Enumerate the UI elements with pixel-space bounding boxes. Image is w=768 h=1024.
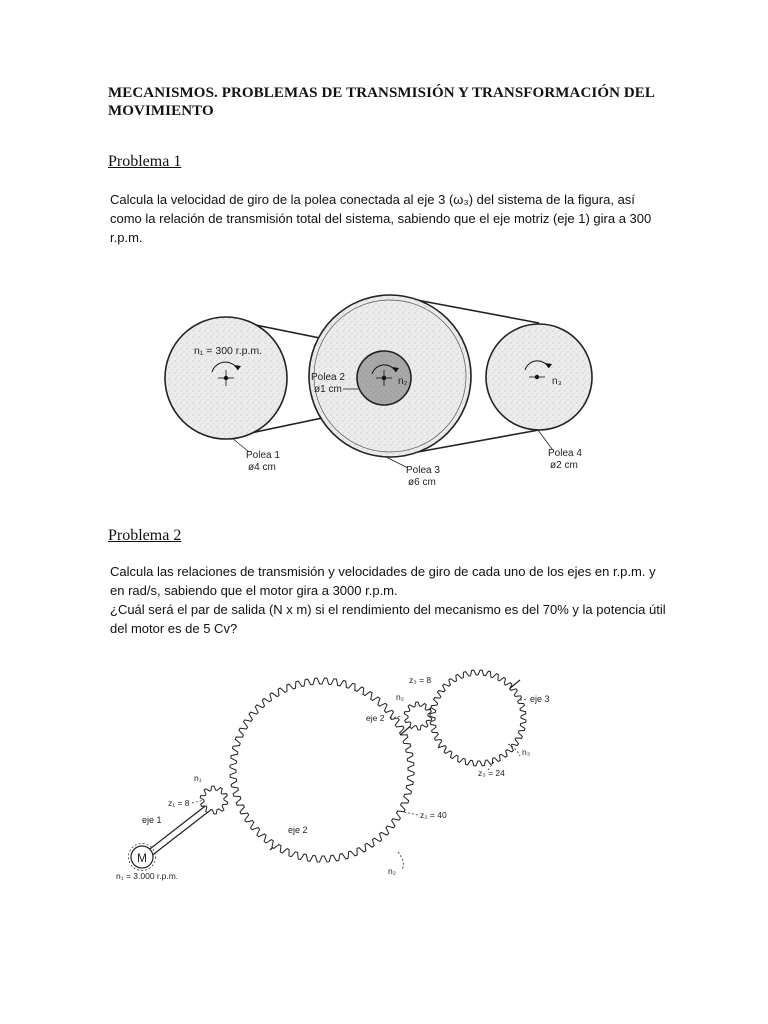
polea-4-name: Polea 4 — [548, 448, 582, 459]
eje-2-large-label: eje 2 — [288, 825, 308, 835]
problem-2-heading: Problema 2 — [108, 527, 182, 544]
n1-label: n₁ — [194, 773, 202, 783]
polea-4-diameter: ø2 cm — [550, 460, 578, 471]
polea-3-diameter: ø6 cm — [408, 477, 436, 488]
eje-2-small-label: eje 2 — [366, 713, 385, 723]
problem-1-line: como la relación de transmisión total del sistema, sabiendo que el eje motriz (eje 1) gira a 300 — [110, 211, 652, 226]
z2-label: z₂ = 40 — [420, 810, 447, 820]
n2-bottom-label: n₂ — [388, 866, 397, 876]
eje-3-leader — [520, 699, 528, 700]
motor-label: M — [137, 851, 147, 865]
gear-z1 — [200, 786, 228, 814]
gear-teeth — [200, 786, 228, 814]
z1-label: z₁ = 8 — [168, 798, 190, 808]
eje-1-label: eje 1 — [142, 815, 162, 825]
gear-z2 — [230, 678, 414, 862]
n2-top-label: n₂ — [396, 692, 405, 702]
polea-3-name: Polea 3 — [406, 465, 440, 476]
gear-z3 — [430, 670, 526, 766]
z3-pinion-label: z₃ = 8 — [409, 675, 432, 685]
eje-3-label: eje 3 — [530, 694, 550, 704]
motor-speed-label: n₁ = 3.000 r.p.m. — [116, 871, 179, 881]
z2-leader — [404, 812, 418, 815]
n2-rotation-arc — [398, 852, 403, 870]
title-line-1: MECANISMOS. PROBLEMAS DE TRANSMISIÓN Y TRANSFORMACIÓN DEL — [108, 85, 656, 101]
z3-label: z₃ = 24 — [478, 768, 505, 778]
problem-2-line: Calcula las relaciones de transmisión y velocidades de giro de cada uno de los ejes en r.p.m. y — [110, 564, 656, 579]
gear-teeth — [230, 678, 414, 862]
problem-2-line: en rad/s, sabiendo que el motor gira a 3000 r.p.m. — [110, 583, 398, 598]
gear-teeth — [404, 702, 432, 730]
n1-label: n₁ = 300 r.p.m. — [194, 345, 263, 357]
problem-1-line: r.p.m. — [110, 230, 143, 245]
n3-label: n₃ — [552, 376, 562, 387]
polea-1-name: Polea 1 — [246, 450, 280, 461]
problem-2-line: del motor es de 5 Cv? — [110, 621, 238, 636]
problem-1-heading: Problema 1 — [108, 153, 182, 170]
n2-label: n₂ — [398, 376, 408, 387]
title-line-2: MOVIMIENTO — [108, 103, 214, 119]
gear-teeth — [430, 670, 526, 766]
n3-label: n₃ — [522, 747, 531, 757]
eje-2-leader — [390, 716, 402, 718]
problem-1-line: Calcula la velocidad de giro de la polea conectada al eje 3 (ω₃) del sistema de la figura, así — [110, 192, 635, 207]
problem-2-line: ¿Cuál será el par de salida (N x m) si el rendimiento del mecanismo es del 70% y la potencia útil — [110, 602, 666, 617]
shaft-eje-1-parallel — [150, 805, 217, 857]
polea-2-name: Polea 2 — [311, 372, 345, 383]
gear-z3-pinion — [404, 702, 432, 730]
polea-2-diameter: ø1 cm — [314, 384, 342, 395]
polea-1-diameter: ø4 cm — [248, 462, 276, 473]
